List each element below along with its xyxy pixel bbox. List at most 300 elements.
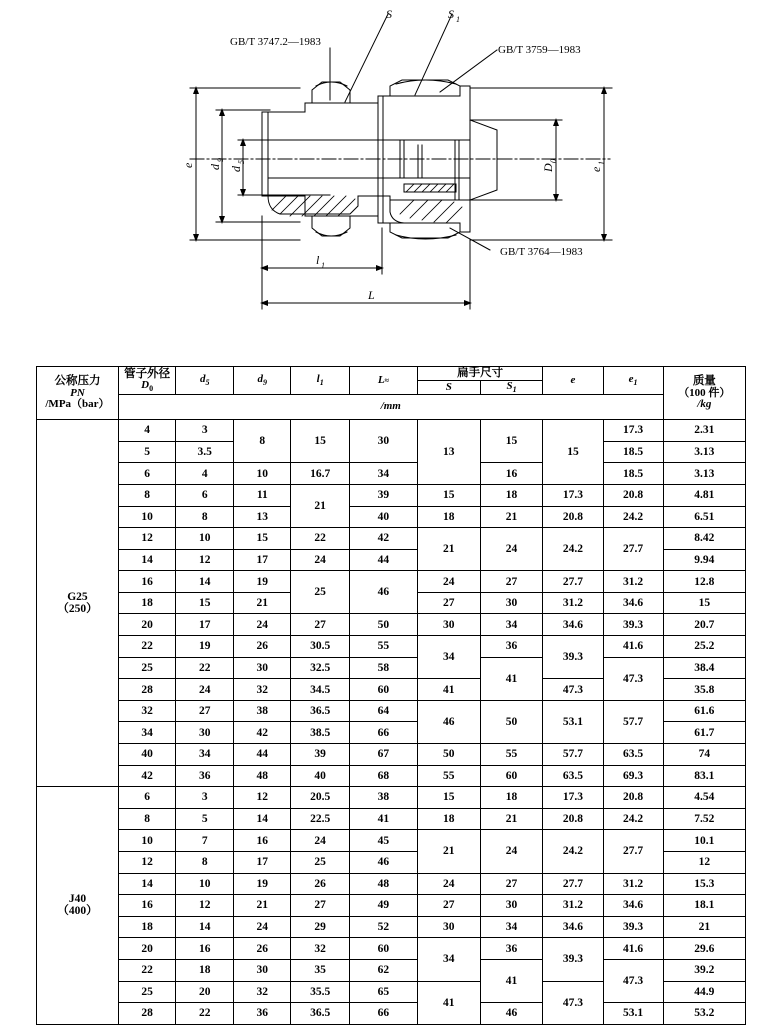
cell-d0: 18 [118,916,175,938]
cell-d0: 4 [118,420,175,442]
cell-l1: 38.5 [291,722,349,744]
cell-e: 27.7 [543,571,603,593]
cell-l1: 16.7 [291,463,349,485]
cell-L: 39 [349,484,417,506]
cell-d0: 12 [118,528,175,550]
cell-S: 18 [417,808,480,830]
cell-d9: 13 [234,506,291,528]
cell-mass: 20.7 [663,614,745,636]
cell-S: 24 [417,571,480,593]
cell-L: 48 [349,873,417,895]
cell-l1: 25 [291,571,349,614]
cell-S1: 30 [480,592,543,614]
cell-d9: 8 [234,420,291,463]
cell-d5: 22 [176,657,234,679]
dim-label-e1 [589,161,606,172]
cell-d0: 10 [118,830,175,852]
cell-mass: 12.8 [663,571,745,593]
cell-S1: 36 [480,636,543,658]
table-row [37,873,746,895]
cell-e: 39.3 [543,938,603,981]
cell-d9: 38 [234,700,291,722]
cell-L: 40 [349,506,417,528]
cell-d5: 34 [176,744,234,766]
header-d9 [234,367,291,395]
cell-L: 66 [349,722,417,744]
cell-S1: 21 [480,808,543,830]
cell-e1: 31.2 [603,873,663,895]
cell-L: 60 [349,679,417,701]
cell-e1: 47.3 [603,959,663,1002]
cell-S1: 24 [480,830,543,873]
cell-S1: 36 [480,938,543,960]
header-pn-line3: /MPa（bar） [45,398,110,411]
cell-S: 15 [417,484,480,506]
svg-text:9: 9 [216,158,225,162]
cell-d0: 16 [118,895,175,917]
pn-group-cell [37,787,119,1025]
cell-S1: 34 [480,614,543,636]
header-d9-sub: 9 [263,377,268,387]
cell-l1: 29 [291,916,349,938]
cell-d5: 10 [176,528,234,550]
table-body [37,420,746,1025]
svg-text:S: S [448,7,454,21]
cell-d5: 14 [176,571,234,593]
svg-text:l: l [316,253,320,267]
cell-d5: 3 [176,787,234,809]
table-row [37,506,746,528]
cell-d9: 19 [234,571,291,593]
cell-e: 31.2 [543,592,603,614]
cell-S: 18 [417,506,480,528]
standard-label-right: GB/T 3759—1983 [498,44,581,56]
cell-L: 41 [349,808,417,830]
table-row [37,528,746,550]
cell-d9: 10 [234,463,291,485]
cell-d9: 16 [234,830,291,852]
cell-d0: 42 [118,765,175,787]
header-S [417,380,480,395]
header-e1-base: e [628,372,634,385]
cell-S1: 27 [480,873,543,895]
cell-d9: 11 [234,484,291,506]
cell-S: 50 [417,744,480,766]
cell-l1: 24 [291,830,349,852]
cell-d5: 4 [176,463,234,485]
cell-e1: 27.7 [603,830,663,873]
cell-l1: 15 [291,420,349,463]
header-S1-sub: 1 [512,384,517,394]
cell-mass: 35.8 [663,679,745,701]
cell-d5: 22 [176,1003,234,1025]
cell-mass: 4.54 [663,787,745,809]
cell-d5: 14 [176,916,234,938]
cell-mass: 15 [663,592,745,614]
cell-d0: 22 [118,959,175,981]
cell-S: 55 [417,765,480,787]
header-d0-line1: 管子外径 [124,367,171,380]
cell-l1: 34.5 [291,679,349,701]
cell-d5: 16 [176,938,234,960]
cell-d9: 12 [234,787,291,809]
cell-l1: 39 [291,744,349,766]
cell-d0: 6 [118,787,175,809]
dim-label-L: L [368,288,375,302]
cell-e: 31.2 [543,895,603,917]
header-l1 [291,367,349,395]
cell-L: 58 [349,657,417,679]
cell-S: 34 [417,636,480,679]
cell-d9: 21 [234,592,291,614]
cell-e1: 34.6 [603,592,663,614]
cell-L: 45 [349,830,417,852]
cell-d9: 14 [234,808,291,830]
header-wrench-label: 扁手尺寸 [457,367,504,379]
cell-d0: 20 [118,614,175,636]
header-mass [663,367,745,420]
cell-S: 27 [417,895,480,917]
cell-S: 46 [417,700,480,743]
pn-group-label: G25 [67,591,88,604]
cell-d5: 3.5 [176,441,234,463]
header-pn-line1: 公称压力 [54,375,101,388]
cell-mass: 8.42 [663,528,745,550]
cell-L: 67 [349,744,417,766]
cell-d5: 7 [176,830,234,852]
cell-L: 62 [349,959,417,981]
cell-d5: 15 [176,592,234,614]
cell-S1: 60 [480,765,543,787]
table-row [37,463,746,485]
table-row [37,700,746,722]
cell-S1: 41 [480,657,543,700]
header-pn [37,367,119,420]
cell-S1: 50 [480,700,543,743]
cell-d0: 28 [118,1003,175,1025]
cell-S: 34 [417,938,480,981]
cell-S1: 21 [480,506,543,528]
cell-l1: 40 [291,765,349,787]
cell-d9: 26 [234,938,291,960]
svg-text:1: 1 [597,161,606,165]
cell-L: 50 [349,614,417,636]
cell-l1: 24 [291,549,349,571]
dim-label-D0 [541,159,558,173]
cell-l1: 36.5 [291,700,349,722]
cell-d9: 19 [234,873,291,895]
cell-e: 47.3 [543,981,603,1024]
cell-l1: 27 [291,614,349,636]
header-S-base: S [445,380,452,393]
cell-l1: 22 [291,528,349,550]
cell-S1: 27 [480,571,543,593]
table-row [37,420,746,442]
cell-d0: 20 [118,938,175,960]
table-row [37,916,746,938]
cell-d0: 14 [118,873,175,895]
cell-d5: 6 [176,484,234,506]
cell-d5: 10 [176,873,234,895]
cell-L: 68 [349,765,417,787]
header-mass-line3: /kg [697,398,712,411]
cell-d5: 8 [176,852,234,874]
cell-L: 46 [349,571,417,614]
svg-text:1: 1 [456,15,460,24]
table-row [37,657,746,679]
header-S1 [480,380,543,395]
cell-e: 24.2 [543,830,603,873]
dim-label-S: S [386,7,392,21]
header-unit-mm: /mm [118,395,663,420]
cell-d0: 16 [118,571,175,593]
cell-d9: 26 [234,636,291,658]
dim-label-l1 [316,253,325,270]
header-l1-sub: 1 [319,377,324,387]
header-S1-base: S [506,379,513,392]
cell-e: 24.2 [543,528,603,571]
cell-d0: 32 [118,700,175,722]
cell-d9: 32 [234,679,291,701]
cell-d5: 12 [176,895,234,917]
cell-S1: 46 [480,1003,543,1025]
cell-e1: 41.6 [603,636,663,658]
header-L [349,367,417,395]
header-row-unit [37,395,746,420]
cell-mass: 4.81 [663,484,745,506]
header-d0 [118,367,175,395]
cell-L: 64 [349,700,417,722]
cell-S: 27 [417,592,480,614]
cell-d5: 36 [176,765,234,787]
cell-S: 24 [417,873,480,895]
cell-l1: 32 [291,938,349,960]
cell-l1: 27 [291,895,349,917]
cell-mass: 39.2 [663,959,745,981]
table-row [37,484,746,506]
cell-S1: 41 [480,959,543,1002]
cell-e1: 17.3 [603,420,663,442]
svg-text:D: D [541,163,555,172]
cell-d0: 8 [118,484,175,506]
cell-e1: 20.8 [603,484,663,506]
cell-mass: 74 [663,744,745,766]
cell-d0: 25 [118,981,175,1003]
cell-mass: 12 [663,852,745,874]
cell-S1: 34 [480,916,543,938]
header-L-base: L [377,373,385,386]
cell-d5: 12 [176,549,234,571]
cell-L: 65 [349,981,417,1003]
cell-e: 20.8 [543,808,603,830]
cell-e: 53.1 [543,700,603,743]
cell-L: 52 [349,916,417,938]
cell-d0: 40 [118,744,175,766]
cell-l1: 20.5 [291,787,349,809]
header-e1-sub: 1 [633,377,638,387]
header-mass-line1: 质量 [692,375,716,388]
header-pn-line2: PN [70,386,85,399]
cell-d5: 27 [176,700,234,722]
cell-e1: 39.3 [603,614,663,636]
table-row [37,614,746,636]
cell-mass: 61.6 [663,700,745,722]
cell-e: 17.3 [543,484,603,506]
cell-d5: 30 [176,722,234,744]
cell-d0: 28 [118,679,175,701]
cell-d0: 8 [118,808,175,830]
cell-d9: 24 [234,614,291,636]
cell-e: 34.6 [543,614,603,636]
cell-e: 57.7 [543,744,603,766]
cell-e1: 18.5 [603,441,663,463]
standard-label-bottom: GB/T 3764—1983 [500,246,583,258]
cell-d5: 24 [176,679,234,701]
cell-d9: 30 [234,959,291,981]
cell-d0: 10 [118,506,175,528]
header-d9-base: d [257,372,264,385]
cell-d9: 44 [234,744,291,766]
technical-drawing [0,0,779,350]
cell-S: 41 [417,679,480,701]
cell-d9: 24 [234,916,291,938]
header-row-1 [37,367,746,381]
cell-d0: 12 [118,852,175,874]
cell-d5: 18 [176,959,234,981]
cell-mass: 7.52 [663,808,745,830]
header-d0-sub: 0 [149,383,154,393]
cell-mass: 10.1 [663,830,745,852]
cell-S: 15 [417,787,480,809]
cell-d9: 21 [234,895,291,917]
cell-e1: 57.7 [603,700,663,743]
cell-l1: 26 [291,873,349,895]
cell-L: 30 [349,420,417,463]
cell-d9: 42 [234,722,291,744]
cell-mass: 53.2 [663,1003,745,1025]
table-row [37,765,746,787]
cell-l1: 36.5 [291,1003,349,1025]
header-mass-line2: （100 件） [678,386,731,399]
cell-l1: 25 [291,852,349,874]
header-d0-base: D [141,378,150,391]
cell-mass: 2.31 [663,420,745,442]
cell-d0: 22 [118,636,175,658]
cell-l1: 35 [291,959,349,981]
svg-text:e: e [589,166,603,172]
svg-text:d: d [208,164,222,170]
cell-S: 21 [417,830,480,873]
header-wrench-group [417,367,542,381]
cell-e1: 31.2 [603,571,663,593]
cell-L: 34 [349,463,417,485]
cell-S1: 16 [480,463,543,485]
cell-d9: 17 [234,852,291,874]
cell-S: 21 [417,528,480,571]
cell-d0: 34 [118,722,175,744]
cell-e: 39.3 [543,636,603,679]
dim-label-S1 [448,7,460,24]
dim-label-e: e [181,162,195,168]
cell-S1: 15 [480,420,543,463]
cell-d0: 25 [118,657,175,679]
cell-mass: 15.3 [663,873,745,895]
cell-mass: 25.2 [663,636,745,658]
cell-e1: 39.3 [603,916,663,938]
cell-l1: 21 [291,484,349,527]
header-l1-base: l [316,372,320,385]
cell-e1: 20.8 [603,787,663,809]
cell-d9: 36 [234,1003,291,1025]
cell-S1: 18 [480,484,543,506]
cell-e1: 24.2 [603,808,663,830]
cell-d9: 48 [234,765,291,787]
cell-L: 55 [349,636,417,658]
cell-L: 38 [349,787,417,809]
cell-d9: 30 [234,657,291,679]
cell-e: 20.8 [543,506,603,528]
cell-mass: 18.1 [663,895,745,917]
cell-d0: 14 [118,549,175,571]
pn-group-value: （400） [57,905,98,918]
svg-text:0: 0 [549,159,558,163]
cell-d5: 20 [176,981,234,1003]
cell-e1: 41.6 [603,938,663,960]
header-d5-sub: 5 [205,377,210,387]
table-row [37,1003,746,1025]
cell-mass: 9.94 [663,549,745,571]
table-row [37,895,746,917]
cell-e1: 53.1 [603,1003,663,1025]
svg-text:1: 1 [321,261,325,270]
cell-e1: 24.2 [603,506,663,528]
specification-table-wrap [36,366,746,1025]
cell-e: 63.5 [543,765,603,787]
specification-table [36,366,746,1025]
cell-d5: 19 [176,636,234,658]
cell-e1: 34.6 [603,895,663,917]
header-d5 [176,367,234,395]
cell-e1: 63.5 [603,744,663,766]
cell-d9: 17 [234,549,291,571]
cell-S1: 30 [480,895,543,917]
cell-e: 47.3 [543,679,603,701]
table-row [37,744,746,766]
header-e1 [603,367,663,395]
cell-d5: 17 [176,614,234,636]
cell-e: 15 [543,420,603,485]
cell-e1: 69.3 [603,765,663,787]
cell-L: 46 [349,852,417,874]
cell-mass: 3.13 [663,441,745,463]
cell-L: 60 [349,938,417,960]
cell-d0: 6 [118,463,175,485]
header-e [543,367,603,395]
cell-e1: 18.5 [603,463,663,485]
cell-S1: 24 [480,528,543,571]
cell-e: 17.3 [543,787,603,809]
header-L-approx: ≈ [384,375,389,385]
cell-S: 30 [417,916,480,938]
pn-group-label: J40 [68,893,87,906]
svg-text:d: d [229,166,243,172]
table-row [37,959,746,981]
cell-mass: 61.7 [663,722,745,744]
cell-mass: 44.9 [663,981,745,1003]
cell-S1: 18 [480,787,543,809]
cell-d0: 18 [118,592,175,614]
cell-L: 42 [349,528,417,550]
